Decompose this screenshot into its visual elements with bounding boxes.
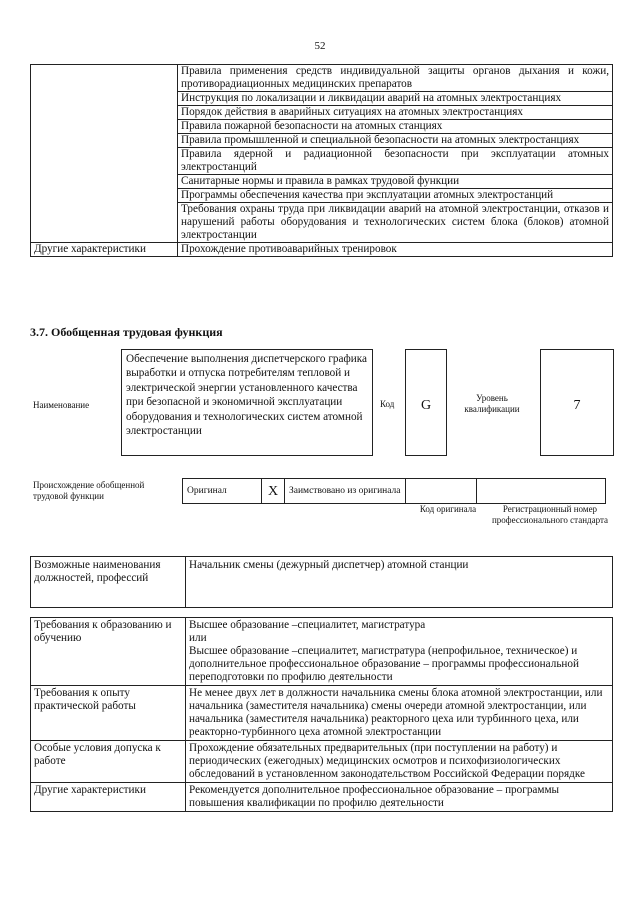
table-row: Программы обеспечения качества при эксплуатации атомных электростанций [178, 189, 613, 203]
original-mark: X [262, 479, 285, 504]
other-characteristics-value: Прохождение противоаварийных тренировок [178, 243, 613, 257]
other-characteristics-label: Другие характеристики [31, 243, 178, 257]
table-label-cell [31, 65, 178, 243]
table-row: Правила промышленной и специальной безопасности на атомных электростанциях [178, 134, 613, 148]
table-row: Инструкция по локализации и ликвидации аварий на атомных электростанциях [178, 92, 613, 106]
code-value: G [405, 349, 447, 456]
page-number: 52 [314, 40, 326, 52]
other-characteristics-label: Другие характеристики [31, 783, 186, 812]
code-original-cell [406, 479, 477, 504]
origin-label: Происхождение обобщенной трудовой функции [33, 480, 145, 501]
code-original-label: Код оригинала [419, 504, 477, 514]
other-characteristics-value: Рекомендуется дополнительное профессиональное образование – программы повышения квалификации по профилю деятельности [186, 783, 613, 812]
special-conditions-value: Прохождение обязательных предварительных (при поступлении на работу) и периодических (ежегодных) медицинских осмотров и психофизиологических обследований в установленном законодательством Российской Федерации порядке [186, 741, 613, 783]
table-row: Требования охраны труда при ликвидации аварий на атомной электростанции, отказов и нарушений работы оборудования и технологических систем блока (блоков) атомной электростанции [178, 203, 613, 243]
table-row: Правила применения средств индивидуальной защиты органов дыхания и кожи, противорадиационных медицинских препаратов [178, 65, 613, 92]
experience-value: Не менее двух лет в должности начальника смены блока атомной электростанции, или начальника (заместителя начальника) смены очереди атомной электростанции, или начальника (заместителя начальника) реакторного цеха или турбинного цеха, или реакторно-турбинного цеха атомной электростанции [186, 686, 613, 741]
qualification-level-label: Уровень квалификации [464, 393, 520, 414]
reg-number-label: Регистрационный номер профессионального стандарта [491, 504, 609, 525]
requirements-table [30, 617, 613, 812]
education-line: Высшее образование –специалитет, магистратура [189, 619, 426, 631]
experience-label: Требования к опыту практической работы [31, 686, 186, 741]
original-label: Оригинал [183, 479, 262, 504]
borrowed-label: Заимствовано из оригинала [285, 479, 406, 504]
professions-table [30, 556, 613, 608]
origin-table [182, 478, 606, 504]
professions-label: Возможные наименования должностей, профессий [31, 557, 186, 608]
reg-number-cell [477, 479, 606, 504]
special-conditions-label: Особые условия допуска к работе [31, 741, 186, 783]
education-line: Высшее образование –специалитет, магистратура (непрофильное, техническое) и дополнительное профессиональное образование – программы профессиональной переподготовки по профилю деятельности [189, 645, 579, 683]
qualification-level-value: 7 [540, 349, 614, 456]
table-row: Порядок действия в аварийных ситуациях на атомных электростанциях [178, 106, 613, 120]
code-label: Код [380, 399, 395, 409]
professions-value: Начальник смены (дежурный диспетчер) атомной станции [186, 557, 613, 608]
name-label: Наименование [33, 400, 90, 410]
table-row: Правила ядерной и радиационной безопасности при эксплуатации атомных электростанций [178, 148, 613, 175]
education-label: Требования к образованию и обучению [31, 618, 186, 686]
function-name-box: Обеспечение выполнения диспетчерского графика выработки и отпуска потребителям тепловой и электрической энергии установленного качества при безопасной и экономичной эксплуатации оборудования и технологических систем атомной электростанции [121, 349, 373, 456]
table-row: Санитарные нормы и правила в рамках трудовой функции [178, 175, 613, 189]
section-heading: 3.7. Обобщенная трудовая функция [30, 325, 223, 339]
table-row: Правила пожарной безопасности на атомных станциях [178, 120, 613, 134]
education-value [186, 618, 613, 686]
knowledge-table [30, 64, 613, 257]
education-line: или [189, 632, 207, 644]
